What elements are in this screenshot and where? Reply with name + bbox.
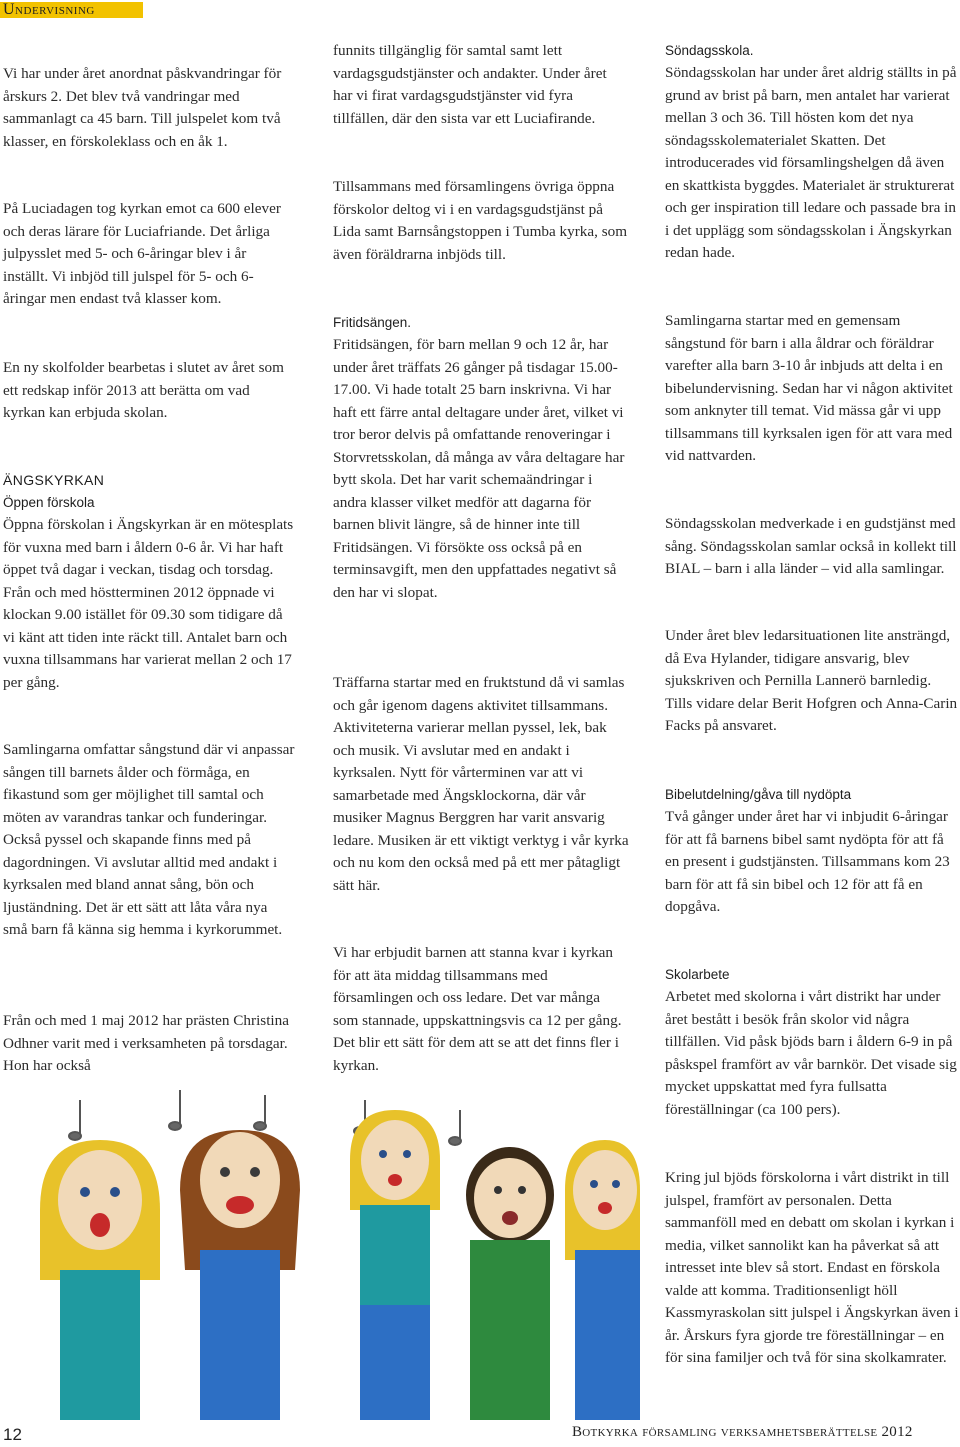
paragraph: På Luciadagen tog kyrkan emot ca 600 elever och deras lärare för Luciafriande. Det årliga julpysslet med 5- och 6-åringar blev i år inställt. Vi inbjöd till julspel för 5- och 6-åringar men endast två klasser kom. [3, 200, 281, 307]
paragraph: Arbetet med skolorna i vårt distrikt har under året bestått i besök från skolor vid några tillfällen. Vid påsk bjöds barn i åldern 6-9 in på påskspel framfört av vår barnkör. Det visade sig mycket uppskattat med fyra fullsatta föreställningar (ca 100 pers). [665, 988, 957, 1118]
heading-skolarbete: Skolarbete [665, 967, 730, 982]
heading-fritidsangen: Fritidsängen. [333, 315, 412, 330]
paragraph: Kring jul bjöds förskolorna i vårt distrikt in till julspel, framfört av personalen. Detta sammanföll med en debatt om skolan i kyrkan i media, vilket sannolikt kan ha påverkat så att intresset inte blev så stort. Endast en förskola valde att komma. Traditionsenligt höll Kassmyraskolan sitt julspel i Ängskyrkan även i år. Årskurs fyra gjorde tre föreställningar – en för sina familjer och två för sina skolkamrater. [665, 1169, 959, 1366]
paragraph: Vi har erbjudit barnen att stanna kvar i kyrkan för att äta middag tillsammans med församlingen och oss ledare. Det var många som stannade, uppskattningsvis ca 12 per gång. Det blir ett sätt för dem att se att det finns fler i kyrkan. [333, 944, 622, 1074]
paragraph: Vi har under året anordnat påskvandringar för årskurs 2. Det blev två vandringar med sammanlagt ca 45 barn. Till julspelet kom två klasser, en förskoleklass och en åk 1. [3, 65, 282, 150]
child-figure-5 [565, 1140, 640, 1420]
paragraph: Samlingarna startar med en gemensam sångstund för barn i alla åldrar och föräldrar varefter alla barn 3-10 år inbjuds att delta i en bibelundervisning. Sedan har vi någon aktivitet som anknyter till temat. Vid mässa går vi upp tillsammans till kyrksalen igen för att vara med vid nattvarden. [665, 312, 953, 464]
heading-sondagsskola: Söndagsskola. [665, 43, 754, 58]
child-figure-2 [180, 1130, 300, 1420]
page-number: 12 [3, 1425, 22, 1444]
paragraph: Under året blev ledarsituationen lite ansträngd, då Eva Hylander, tidigare ansvarig, blev sjukskriven och Pernilla Lannerö barnledig. Tills vidare delar Berit Hofgren och Anna-Carin Facks på ansvaret. [665, 627, 958, 734]
publication-title: Botkyrka församling verksamhetsberättelse 2012 [572, 1424, 913, 1440]
children-singing-drawing-icon [20, 1080, 640, 1420]
paragraph: Tillsammans med församlingens övriga öppna förskolor deltog vi i en vardagsgudstjänst på Lida samt Barnsångstoppen i Tumba kyrka, som även föräldrarna inbjöds till. [333, 178, 628, 263]
heading-oppen-forskola: Öppen förskola [3, 495, 95, 510]
child-figure-3 [350, 1110, 440, 1420]
paragraph: En ny skolfolder bearbetas i slutet av året som ett redskap inför 2013 att berätta om vad kyrkan kan erbjuda skolan. [3, 359, 284, 421]
heading-angskyrkan: ÄNGSKYRKAN [3, 472, 105, 488]
child-figure-1 [40, 1140, 160, 1420]
paragraph: Öppna förskolan i Ängskyrkan är en mötesplats för vuxna med barn i åldern 0-6 år. Vi har haft öppet två dagar i veckan, tisdag och torsdag. Från och med höstterminen 2012 öppnade vi klockan 9.00 istället för 09.30 som tidigare då vi känt att tiden inte räckt till. Antalet barn och vuxna tillsammans har varierat mellan 2 och 17 per gång. [3, 516, 294, 691]
paragraph: Från och med 1 maj 2012 har prästen Christina Odhner varit med i verksamheten på torsdagar. Hon har också [3, 1012, 289, 1074]
heading-bibelutdelning: Bibelutdelning/gåva till nydöpta [665, 787, 852, 802]
paragraph: Fritidsängen, för barn mellan 9 och 12 år, har under året träffats 26 gånger på tisdagar 15.00-17.00. Vi hade totalt 25 barn inskrivna. Vi har haft ett färre antal deltagare under året, vilket vi tror beror delvis på omfattande renoveringar i Storvretsskolan, då många av våra deltagare har bytt skola. Det har varit schemaändringar i andra klasser vilket medför att dagarna för barnen blivit längre, så de hinner inte till Fritidsängen. Vi försökte oss också på en terminsavgift, men den uppfattades negativt så den har vi slopat. [333, 336, 625, 601]
section-title: Undervisning [3, 1, 95, 18]
paragraph: funnits tillgänglig för samtal samt lett vardagsgudstjänster och andakter. Under året har vi firat vardagsgudstjänster vid fyra tillfällen, där den sista var ett Luciafirande. [333, 42, 607, 127]
paragraph: Söndagsskolan har under året aldrig ställts in på grund av brist på barn, men antalet har varierat mellan 3 och 36. Till hösten kom det nya söndagsskolematerialet Skatten. Det introducerades vid församlingshelgen då även en skattkista byggdes. Materialet är strukturerat och ger inspiration till ledare och passade bra in i det upplägg som söndagsskolan i Ängskyrkan redan hade. [665, 64, 957, 261]
paragraph: Samlingarna omfattar sångstund där vi anpassar sången till barnets ålder och förmåga, en fikastund som ger möjlighet till samtal och möten av varandras tankar och funderingar. Också pyssel och skapande finns med på dagordningen. Vi avslutar alltid med andakt i kyrksalen med bland annat sång, bön och ljuständning. Det är ett sätt att låta våra nya små barn få känna sig hemma i kyrkorummet. [3, 741, 295, 938]
child-figure-4 [466, 1147, 554, 1420]
paragraph: Söndagsskolan medverkade i en gudstjänst med sång. Söndagsskolan samlar också in kollekt till BIAL – barn i alla länder – vid alla samlingar. [665, 515, 957, 577]
paragraph: Två gånger under året har vi inbjudit 6-åringar för att få barnens bibel samt nydöpta för att få en present i gudstjänsten. Tillsammans kom 23 barn för att få sin bibel och 12 för att få en dopgåva. [665, 808, 950, 915]
paragraph: Träffarna startar med en fruktstund då vi samlas och går igenom dagens aktivitet tillsammans. Aktiviteterna varierar mellan pyssel, lek, bak och musik. Vi avslutar med en andakt i kyrksalen. Nytt för vårterminen var att vi samarbetade med Ängsklockorna, där vår musiker Magnus Berggren har varit ansvarig ledare. Musiken är ett viktigt verktyg i vår kyrka och nu kom den också med på ett mer påtagligt sätt här. [333, 674, 629, 894]
